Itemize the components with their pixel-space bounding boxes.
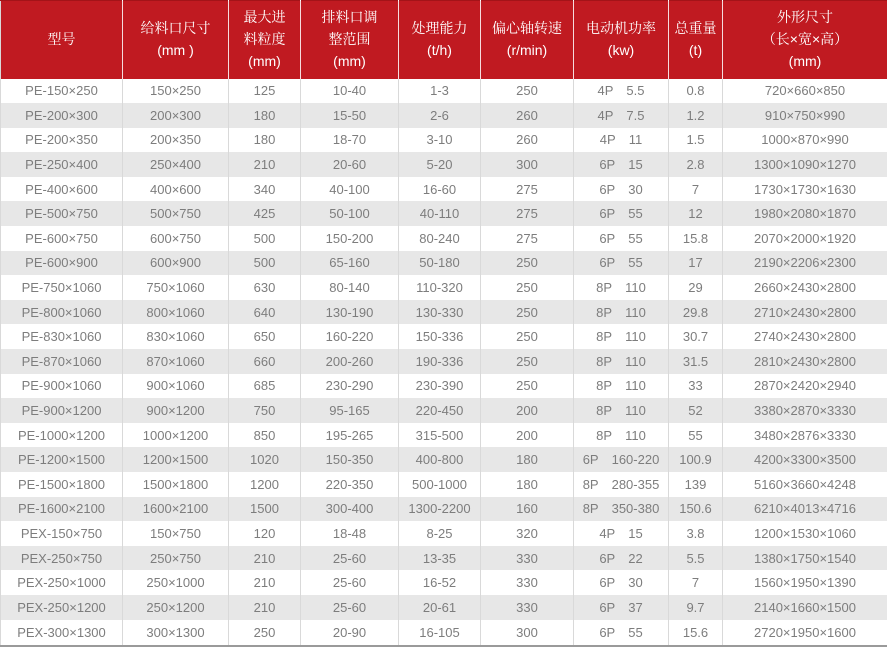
motor-power-cell: 8P 110 <box>574 300 669 325</box>
motor-power-cell: 6P 55 <box>574 620 669 646</box>
motor-power-cell: 8P 110 <box>574 349 669 374</box>
total-weight-cell: 7 <box>669 570 723 595</box>
eccentric-speed-cell: 250 <box>481 300 574 325</box>
discharge-range-cell: 25-60 <box>301 595 399 620</box>
table-row <box>1 103 887 128</box>
overall-dims-cell: 1000×870×990 <box>761 132 849 148</box>
eccentric-speed-cell: 180 <box>481 472 574 497</box>
capacity-cell: 8-25 <box>399 521 481 546</box>
eccentric-speed-cell: 250 <box>481 79 574 104</box>
max-feed-size-cell: 210 <box>229 595 301 620</box>
discharge-range-cell: 160-220 <box>301 324 399 349</box>
max-feed-size-cell: 180 <box>229 128 301 153</box>
max-feed-size-cell: 685 <box>229 374 301 399</box>
feed-opening-cell: 1500×1800 <box>123 472 229 497</box>
total-weight-cell: 1.5 <box>669 128 723 153</box>
overall-dims-cell: 2870×2420×2940 <box>754 378 856 394</box>
capacity-cell: 16-60 <box>399 177 481 202</box>
feed-opening-cell: 500×750 <box>123 201 229 226</box>
feed-opening-cell: 600×900 <box>123 251 229 276</box>
overall-dims-cell: 1730×1730×1630 <box>754 181 856 197</box>
eccentric-speed-cell: 275 <box>481 177 574 202</box>
motor-power-cell: 8P 110 <box>574 324 669 349</box>
overall-dims-cell: 2660×2430×2800 <box>754 280 856 296</box>
capacity-cell: 80-240 <box>399 226 481 251</box>
capacity-cell: 16-52 <box>399 570 481 595</box>
table-row <box>1 546 887 571</box>
overall-dims-cell: 2070×2000×1920 <box>754 230 856 246</box>
table-body <box>1 79 887 647</box>
table-row <box>1 374 887 399</box>
total-weight-cell: 1.2 <box>669 103 723 128</box>
discharge-range-cell: 65-160 <box>301 251 399 276</box>
total-weight-cell: 33 <box>669 374 723 399</box>
table-row <box>1 472 887 497</box>
discharge-range-cell: 18-48 <box>301 521 399 546</box>
table-row <box>1 128 887 153</box>
table-row <box>1 521 887 546</box>
table-row <box>1 177 887 202</box>
overall-dims-cell: 2740×2430×2800 <box>754 329 856 345</box>
motor-power-cell: 4P 15 <box>574 521 669 546</box>
discharge-range-cell: 150-350 <box>301 447 399 472</box>
table-row <box>1 324 887 349</box>
model-cell: PE-250×400 <box>1 152 123 177</box>
eccentric-speed-cell: 200 <box>481 398 574 423</box>
model-cell: PE-1200×1500 <box>1 447 123 472</box>
motor-power-cell: 8P 110 <box>574 398 669 423</box>
max-feed-size-cell: 125 <box>229 79 301 104</box>
feed-opening-cell: 200×300 <box>123 103 229 128</box>
col-header-feed-opening: 给料口尺寸 (mm ) <box>123 1 229 79</box>
model-cell: PE-900×1060 <box>1 374 123 399</box>
motor-power-cell: 4P 5.5 <box>574 79 669 104</box>
capacity-cell: 220-450 <box>399 398 481 423</box>
total-weight-cell: 100.9 <box>669 447 723 472</box>
feed-opening-cell: 300×1300 <box>123 620 229 646</box>
total-weight-cell: 29.8 <box>669 300 723 325</box>
capacity-cell: 5-20 <box>399 152 481 177</box>
model-cell: PE-830×1060 <box>1 324 123 349</box>
overall-dims-cell: 1980×2080×1870 <box>754 206 856 222</box>
model-cell: PE-1000×1200 <box>1 423 123 448</box>
capacity-cell: 13-35 <box>399 546 481 571</box>
overall-dims-cell: 910×750×990 <box>764 107 846 123</box>
total-weight-cell: 31.5 <box>669 349 723 374</box>
motor-power-cell: 8P 110 <box>574 423 669 448</box>
discharge-range-cell: 20-90 <box>301 620 399 646</box>
col-header-discharge-range: 排料口调 整范围 (mm) <box>301 1 399 79</box>
feed-opening-cell: 150×750 <box>123 521 229 546</box>
eccentric-speed-cell: 250 <box>481 324 574 349</box>
eccentric-speed-cell: 250 <box>481 251 574 276</box>
col-header-model: 型号 <box>1 1 123 79</box>
capacity-cell: 400-800 <box>399 447 481 472</box>
capacity-cell: 315-500 <box>399 423 481 448</box>
capacity-cell: 20-61 <box>399 595 481 620</box>
max-feed-size-cell: 250 <box>229 620 301 646</box>
feed-opening-cell: 1000×1200 <box>123 423 229 448</box>
model-cell: PE-600×750 <box>1 226 123 251</box>
total-weight-cell: 52 <box>669 398 723 423</box>
table-row <box>1 398 887 423</box>
eccentric-speed-cell: 300 <box>481 152 574 177</box>
table-header <box>1 1 887 79</box>
discharge-range-cell: 230-290 <box>301 374 399 399</box>
total-weight-cell: 15.6 <box>669 620 723 646</box>
total-weight-cell: 150.6 <box>669 497 723 522</box>
total-weight-cell: 0.8 <box>669 79 723 104</box>
capacity-cell: 1300-2200 <box>399 497 481 522</box>
model-cell: PE-400×600 <box>1 177 123 202</box>
eccentric-speed-cell: 260 <box>481 128 574 153</box>
max-feed-size-cell: 630 <box>229 275 301 300</box>
model-cell: PE-1600×2100 <box>1 497 123 522</box>
col-header-max-feed-size: 最大进 料粒度 (mm) <box>229 1 301 79</box>
overall-dims-cell: 1560×1950×1390 <box>754 575 856 591</box>
discharge-range-cell: 150-200 <box>301 226 399 251</box>
motor-power-cell: 6P 55 <box>574 251 669 276</box>
model-cell: PE-150×250 <box>1 79 123 104</box>
model-cell: PE-200×350 <box>1 128 123 153</box>
motor-power-cell: 6P 22 <box>574 546 669 571</box>
model-cell: PE-200×300 <box>1 103 123 128</box>
eccentric-speed-cell: 160 <box>481 497 574 522</box>
capacity-cell: 50-180 <box>399 251 481 276</box>
discharge-range-cell: 18-70 <box>301 128 399 153</box>
capacity-cell: 1-3 <box>399 79 481 104</box>
eccentric-speed-cell: 180 <box>481 447 574 472</box>
table-row <box>1 595 887 620</box>
capacity-cell: 110-320 <box>399 275 481 300</box>
table-row <box>1 251 887 276</box>
model-cell: PE-1500×1800 <box>1 472 123 497</box>
max-feed-size-cell: 120 <box>229 521 301 546</box>
model-cell: PEX-300×1300 <box>1 620 123 646</box>
discharge-range-cell: 80-140 <box>301 275 399 300</box>
total-weight-cell: 30.7 <box>669 324 723 349</box>
max-feed-size-cell: 425 <box>229 201 301 226</box>
total-weight-cell: 9.7 <box>669 595 723 620</box>
overall-dims-cell: 2140×1660×1500 <box>754 599 856 615</box>
discharge-range-cell: 25-60 <box>301 570 399 595</box>
table-row <box>1 226 887 251</box>
total-weight-cell: 2.8 <box>669 152 723 177</box>
model-cell: PEX-250×750 <box>1 546 123 571</box>
table-row <box>1 447 887 472</box>
feed-opening-cell: 800×1060 <box>123 300 229 325</box>
discharge-range-cell: 15-50 <box>301 103 399 128</box>
model-cell: PEX-150×750 <box>1 521 123 546</box>
motor-power-cell: 4P 11 <box>574 128 669 153</box>
motor-power-cell: 8P 110 <box>574 275 669 300</box>
max-feed-size-cell: 640 <box>229 300 301 325</box>
motor-power-cell: 6P 160-220 <box>574 447 669 472</box>
table-row <box>1 423 887 448</box>
feed-opening-cell: 900×1060 <box>123 374 229 399</box>
feed-opening-cell: 150×250 <box>123 79 229 104</box>
feed-opening-cell: 200×350 <box>123 128 229 153</box>
model-cell: PE-800×1060 <box>1 300 123 325</box>
table-row <box>1 201 887 226</box>
model-cell: PE-870×1060 <box>1 349 123 374</box>
eccentric-speed-cell: 250 <box>481 349 574 374</box>
feed-opening-cell: 250×1000 <box>123 570 229 595</box>
discharge-range-cell: 20-60 <box>301 152 399 177</box>
max-feed-size-cell: 1200 <box>229 472 301 497</box>
model-cell: PEX-250×1200 <box>1 595 123 620</box>
model-cell: PE-900×1200 <box>1 398 123 423</box>
table-row <box>1 570 887 595</box>
motor-power-cell: 4P 7.5 <box>574 103 669 128</box>
max-feed-size-cell: 750 <box>229 398 301 423</box>
total-weight-cell: 12 <box>669 201 723 226</box>
discharge-range-cell: 10-40 <box>301 79 399 104</box>
capacity-cell: 150-336 <box>399 324 481 349</box>
discharge-range-cell: 40-100 <box>301 177 399 202</box>
feed-opening-cell: 250×1200 <box>123 595 229 620</box>
max-feed-size-cell: 180 <box>229 103 301 128</box>
motor-power-cell: 6P 30 <box>574 177 669 202</box>
motor-power-cell: 6P 55 <box>574 226 669 251</box>
max-feed-size-cell: 500 <box>229 226 301 251</box>
motor-power-cell: 6P 30 <box>574 570 669 595</box>
eccentric-speed-cell: 330 <box>481 546 574 571</box>
table-row <box>1 349 887 374</box>
overall-dims-cell: 1380×1750×1540 <box>754 550 856 566</box>
feed-opening-cell: 900×1200 <box>123 398 229 423</box>
col-header-eccentric-speed: 偏心轴转速 (r/min) <box>481 1 574 79</box>
capacity-cell: 3-10 <box>399 128 481 153</box>
overall-dims-cell: 5160×3660×4248 <box>754 476 856 492</box>
eccentric-speed-cell: 200 <box>481 423 574 448</box>
col-header-overall-dims: 外形尺寸 （长×宽×高） (mm) <box>723 1 887 79</box>
max-feed-size-cell: 1020 <box>229 447 301 472</box>
table-row <box>1 497 887 522</box>
discharge-range-cell: 220-350 <box>301 472 399 497</box>
col-header-capacity: 处理能力 (t/h) <box>399 1 481 79</box>
overall-dims-cell: 3380×2870×3330 <box>754 403 856 419</box>
discharge-range-cell: 195-265 <box>301 423 399 448</box>
model-cell: PE-750×1060 <box>1 275 123 300</box>
capacity-cell: 130-330 <box>399 300 481 325</box>
overall-dims-cell: 6210×4013×4716 <box>754 501 856 517</box>
total-weight-cell: 29 <box>669 275 723 300</box>
max-feed-size-cell: 210 <box>229 152 301 177</box>
eccentric-speed-cell: 275 <box>481 226 574 251</box>
capacity-cell: 40-110 <box>399 201 481 226</box>
discharge-range-cell: 95-165 <box>301 398 399 423</box>
motor-power-cell: 6P 15 <box>574 152 669 177</box>
capacity-cell: 190-336 <box>399 349 481 374</box>
table-row <box>1 79 887 104</box>
motor-power-cell: 8P 110 <box>574 374 669 399</box>
col-header-total-weight: 总重量 (t) <box>669 1 723 79</box>
overall-dims-cell: 1300×1090×1270 <box>754 157 856 173</box>
overall-dims-cell: 2720×1950×1600 <box>754 624 856 640</box>
total-weight-cell: 5.5 <box>669 546 723 571</box>
max-feed-size-cell: 210 <box>229 570 301 595</box>
overall-dims-cell: 2190×2206×2300 <box>754 255 856 271</box>
feed-opening-cell: 250×400 <box>123 152 229 177</box>
discharge-range-cell: 25-60 <box>301 546 399 571</box>
discharge-range-cell: 130-190 <box>301 300 399 325</box>
overall-dims-cell: 2810×2430×2800 <box>754 353 856 369</box>
total-weight-cell: 3.8 <box>669 521 723 546</box>
model-cell: PE-500×750 <box>1 201 123 226</box>
overall-dims-cell: 3480×2876×3330 <box>754 427 856 443</box>
eccentric-speed-cell: 250 <box>481 275 574 300</box>
feed-opening-cell: 1600×2100 <box>123 497 229 522</box>
max-feed-size-cell: 850 <box>229 423 301 448</box>
overall-dims-cell: 720×660×850 <box>764 83 846 99</box>
eccentric-speed-cell: 260 <box>481 103 574 128</box>
feed-opening-cell: 750×1060 <box>123 275 229 300</box>
feed-opening-cell: 870×1060 <box>123 349 229 374</box>
motor-power-cell: 8P 280-355 <box>574 472 669 497</box>
table-row <box>1 152 887 177</box>
table-row <box>1 300 887 325</box>
eccentric-speed-cell: 330 <box>481 570 574 595</box>
col-header-motor-power: 电动机功率 (kw) <box>574 1 669 79</box>
max-feed-size-cell: 1500 <box>229 497 301 522</box>
eccentric-speed-cell: 320 <box>481 521 574 546</box>
motor-power-cell: 6P 37 <box>574 595 669 620</box>
table-row <box>1 620 887 646</box>
max-feed-size-cell: 650 <box>229 324 301 349</box>
header-row <box>1 1 887 79</box>
total-weight-cell: 7 <box>669 177 723 202</box>
feed-opening-cell: 1200×1500 <box>123 447 229 472</box>
eccentric-speed-cell: 275 <box>481 201 574 226</box>
feed-opening-cell: 830×1060 <box>123 324 229 349</box>
table-row <box>1 275 887 300</box>
capacity-cell: 230-390 <box>399 374 481 399</box>
total-weight-cell: 139 <box>669 472 723 497</box>
capacity-cell: 2-6 <box>399 103 481 128</box>
capacity-cell: 500-1000 <box>399 472 481 497</box>
feed-opening-cell: 250×750 <box>123 546 229 571</box>
total-weight-cell: 15.8 <box>669 226 723 251</box>
max-feed-size-cell: 210 <box>229 546 301 571</box>
discharge-range-cell: 50-100 <box>301 201 399 226</box>
eccentric-speed-cell: 300 <box>481 620 574 646</box>
max-feed-size-cell: 500 <box>229 251 301 276</box>
motor-power-cell: 6P 55 <box>574 201 669 226</box>
model-cell: PEX-250×1000 <box>1 570 123 595</box>
eccentric-speed-cell: 330 <box>481 595 574 620</box>
motor-power-cell: 8P 350-380 <box>574 497 669 522</box>
overall-dims-cell: 4200×3300×3500 <box>754 452 856 468</box>
overall-dims-cell: 1200×1530×1060 <box>754 525 856 541</box>
discharge-range-cell: 200-260 <box>301 349 399 374</box>
max-feed-size-cell: 660 <box>229 349 301 374</box>
model-cell: PE-600×900 <box>1 251 123 276</box>
total-weight-cell: 55 <box>669 423 723 448</box>
capacity-cell: 16-105 <box>399 620 481 646</box>
feed-opening-cell: 600×750 <box>123 226 229 251</box>
eccentric-speed-cell: 250 <box>481 374 574 399</box>
overall-dims-cell: 2710×2430×2800 <box>754 304 856 320</box>
discharge-range-cell: 300-400 <box>301 497 399 522</box>
total-weight-cell: 17 <box>669 251 723 276</box>
max-feed-size-cell: 340 <box>229 177 301 202</box>
feed-opening-cell: 400×600 <box>123 177 229 202</box>
